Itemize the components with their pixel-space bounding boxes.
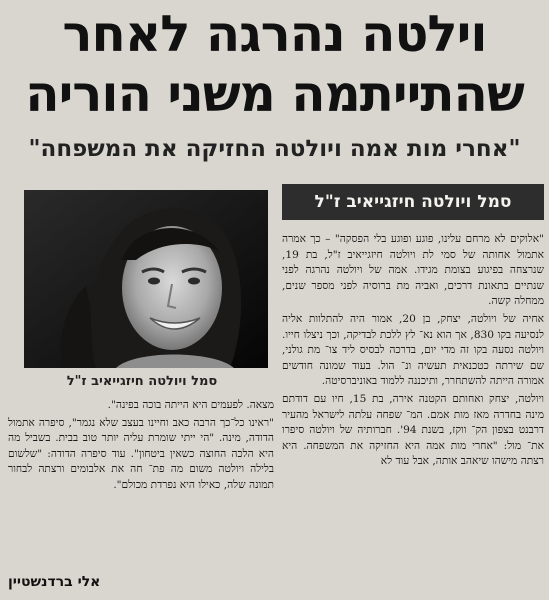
subheadline: "אחרי מות אמה ויולטה החזיקה את המשפחה" xyxy=(28,136,521,162)
headline-line-1: וילטה נהרגה לאחר xyxy=(62,6,487,62)
photo-caption: סמל ויולטה חיזגייאיב ז"ל xyxy=(66,374,218,389)
body-paragraph: "ראינו כל־כך הרבה כאב וחיינו בעצב שלא נגמר", סיפרה אתמול הדודה, מינה. "הי ייתי שומרת עליה יותר טוב בבית. בשביל מה היא הלכה החוצה כשאין ביטחון". עוד סיפרה הדודה: "שלשום בלילה ויולטה משום מה פת־ חה את אלבומים ורצתה לבחור תמונה שלה, כאילו היא נפרדת מכולם". xyxy=(8,416,274,491)
portrait-image xyxy=(24,190,268,368)
portrait-photo xyxy=(24,190,268,368)
article-body-left-column xyxy=(8,398,274,566)
byline: אלי ברדנשטיין xyxy=(8,574,101,590)
name-bar: סמל ויולטה חיזגייאיב ז"ל xyxy=(282,184,544,220)
body-paragraph: ויולטה, יצחק ואחותם הקטנה אירה, בת 15, חיו עם דודתם מינה בחדרה מאז מות אמם. המ־ שפחה עלתה לישראל מהעיר דרבנט בצפון הק־ ווקז, בשנת 94'. חברותיה של ויולטה סיפרו את־ מול: "אחרי מות אמה היא החזיקה את המשפחה. היא רצתה מישהו שיאהב אותה, אבל עוד לא xyxy=(282,392,544,468)
article-body-right-column xyxy=(282,232,544,596)
body-paragraph: מצאה. לפעמים היא הייתה בוכה בפינה". xyxy=(107,399,274,411)
body-paragraph: אחיה של ויולטה, יצחק, בן 20, אמור היה להתלוות אליה לנסיעה בקו 830, אך הוא נא־ לץ ללכת לבדיקה, וכך ניצלו חייו. ויולטה נסעה בקו זה מדי יום, בדרכה לבסיס ליד צו־ מת גולני, שם שירתה כטכנאית תעשיה ונ־ הול. בעוד שמונה חודשים אמורה הייתה להשתחרר, ותיכננה ללמוד באוניברסיטה. xyxy=(282,312,544,388)
body-paragraph: "אלוקים לא מרחם עלינו, פוגע ופוגע בלי הפסקה" – כך אמרה אתמול אחותה של סמי לת ויולטה חיזגייאיב ז"ל, בת 19, שנרצחה בפיגוע בצומת מגידו. אמה של ויולטה נהרגה לפני שנתיים בתאונת דרכים, ואביה מת ברוסיה לפני מספר שנים, ממחלה קשה. xyxy=(282,233,544,308)
headline-line-2: שהתייתמה משני הוריה xyxy=(25,66,524,122)
